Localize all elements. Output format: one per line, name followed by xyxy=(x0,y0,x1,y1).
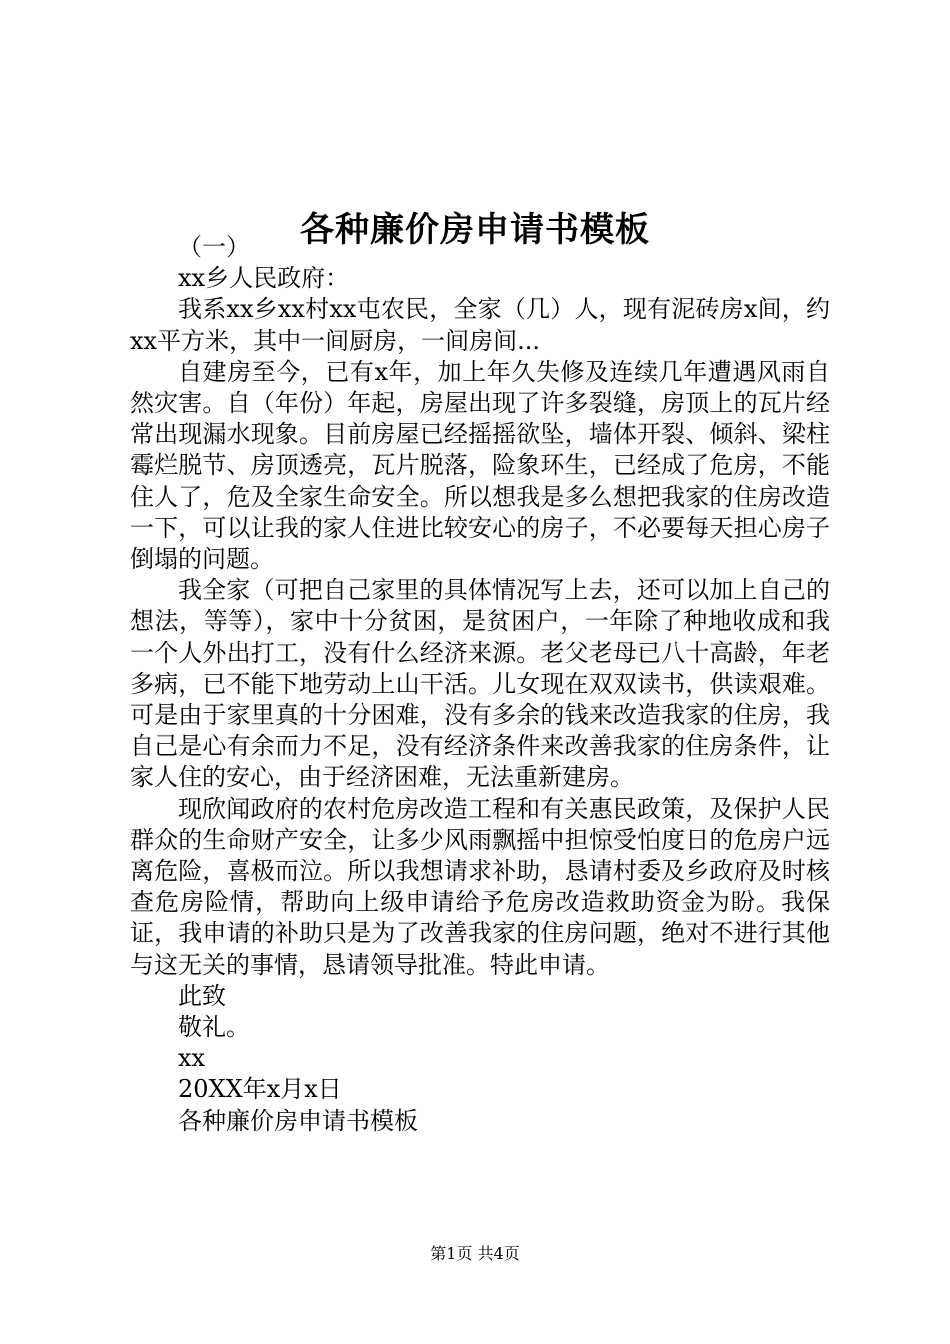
section-label: （一） xyxy=(178,233,250,261)
trailing-title: 各种廉价房申请书模板 xyxy=(178,1106,418,1135)
date-line: 20XX年x月x日 xyxy=(178,1075,342,1104)
paragraph-2: 自建房至今，已有x年，加上年久失修及连续几年遭遇风雨自然灾害。自（年份）年起，房屋出现了许多裂缝，房顶上的瓦片经常出现漏水现象。目前房屋已经摇摇欲坠，墙体开裂、倾斜、梁柱霉烂脱节、房顶透亮，瓦片脱落，险象环生，已经成了危房，不能住人了，危及全家生命安全。所以想我是多么想把我家的住房改造一下，可以让我的家人住进比较安心的房子，不必要每天担心房子倒塌的问题。 xyxy=(130,357,830,574)
page-title: 各种廉价房申请书模板 xyxy=(300,209,650,250)
paragraph-1: 我系xx乡xx村xx屯农民，全家（几）人，现有泥砖房x间，约xx平方米，其中一间厨房，一间房间... xyxy=(130,295,830,355)
paragraph-4: 现欣闻政府的农村危房改造工程和有关惠民政策，及保护人民群众的生命财产安全，让多少风雨飘摇中担惊受怕度日的危房户远离危险，喜极而泣。所以我想请求补助，恳请村委及乡政府及时核查危房险情，帮助向上级申请给予危房改造救助资金为盼。我保证，我申请的补助只是为了改善我家的住房问题，绝对不进行其他与这无关的事情，恳请领导批准。特此申请。 xyxy=(130,794,830,979)
salutation: xx乡人民政府： xyxy=(178,264,350,293)
closing-line-1: 此致 xyxy=(178,981,226,1010)
document-body xyxy=(130,232,830,1137)
paragraph-3: 我全家（可把自己家里的具体情况写上去，还可以加上自己的想法，等等），家中十分贫困，是贫困户，一年除了种地收成和我一个人外出打工，没有什么经济来源。老父老母已八十高龄，年老多病，已不能下地劳动上山干活。儿女现在双双读书，供读艰难。可是由于家里真的十分困难，没有多余的钱来改造我家的住房，我自己是心有余而力不足，没有经济条件来改善我家的住房条件，让家人住的安心，由于经济困难，无法重新建房。 xyxy=(130,576,830,792)
signature: xx xyxy=(178,1044,206,1073)
page-footer: 第1页 共4页 xyxy=(430,1244,520,1263)
closing-line-2: 敬礼。 xyxy=(178,1013,250,1042)
